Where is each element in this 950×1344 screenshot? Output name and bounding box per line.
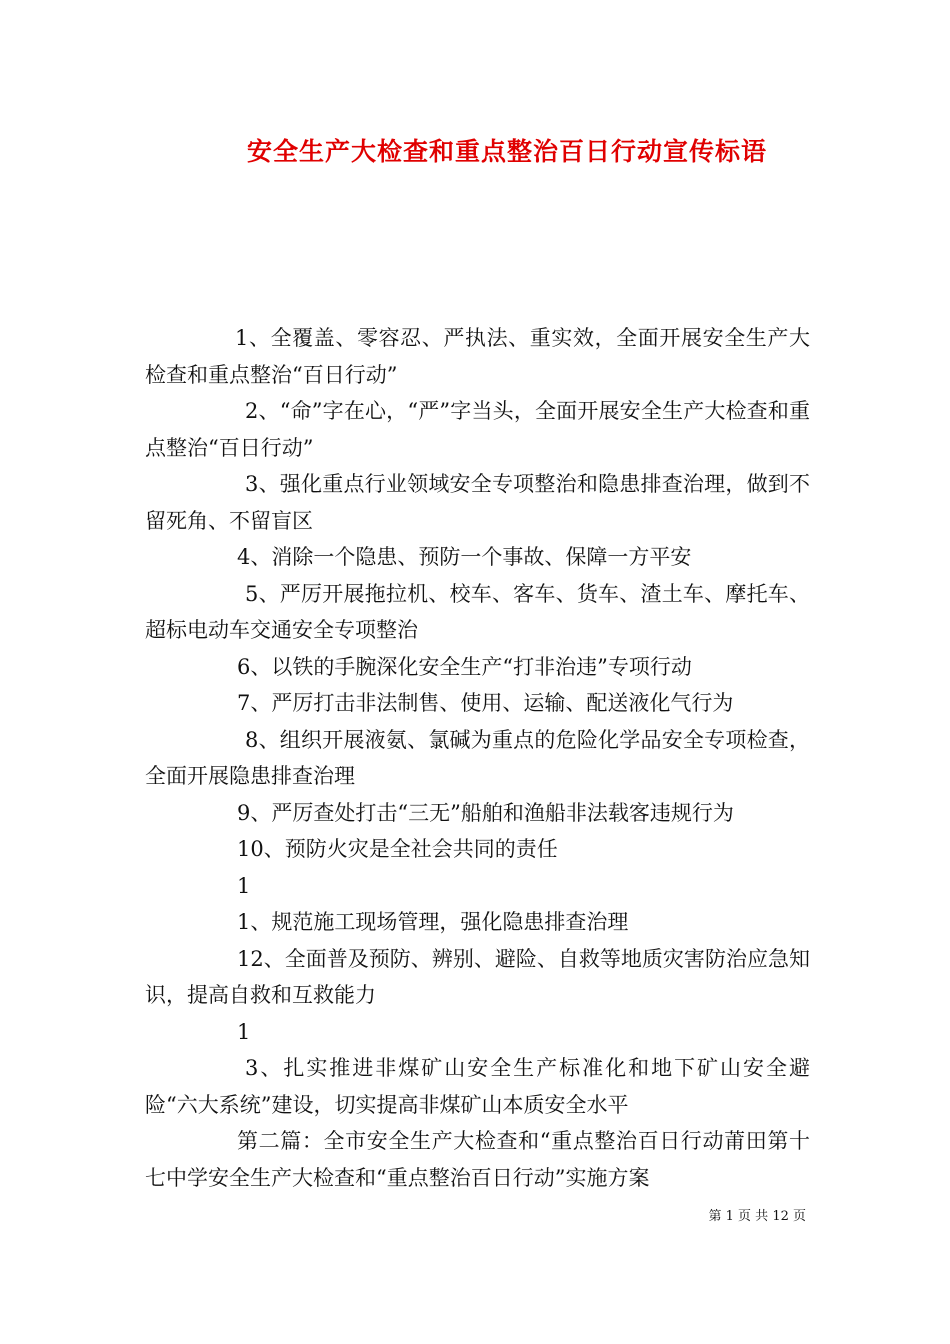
paragraph-9: 9、严厉查处打击“三无”船舶和渔船非法载客违规行为: [237, 800, 734, 825]
paragraph-13-number: 1: [237, 1019, 251, 1044]
paragraph-10: 10、预防火灾是全社会共同的责任: [237, 837, 558, 861]
paragraph-8: 8、组织开展液氨、氯碱为重点的危险化学品安全专项检查，全面开展隐患排查治理: [145, 727, 810, 788]
document-body: [145, 320, 810, 1196]
paragraph-2: 2、“命”字在心，“严”字当头，全面开展安全生产大检查和重点整治“百日行动”: [145, 399, 810, 460]
paragraph-6: 6、以铁的手腕深化安全生产“打非治违”专项行动: [237, 654, 692, 679]
paragraph-5: 5、严厉开展拖拉机、校车、客车、货车、渣土车、摩托车、超标电动车交通安全专项整治: [145, 581, 810, 642]
paragraph-second-article: 第二篇：全市安全生产大检查和“重点整治百日行动莆田第十七中学安全生产大检查和“重点整治百日行动”实施方案: [145, 1129, 810, 1190]
paragraph-4: 4、消除一个隐患、预防一个事故、保障一方平安: [237, 545, 692, 569]
paragraph-1: 1、全覆盖、零容忍、严执法、重实效，全面开展安全生产大检查和重点整治“百日行动”: [145, 326, 810, 387]
page-title: 安全生产大检查和重点整治百日行动宣传标语: [246, 137, 767, 166]
paragraph-13: 3、扎实推进非煤矿山安全生产标准化和地下矿山安全避险“六大系统”建设，切实提高非煤矿山本质安全水平: [145, 1056, 810, 1117]
paragraph-7: 7、严厉打击非法制售、使用、运输、配送液化气行为: [237, 691, 734, 715]
paragraph-3: 3、强化重点行业领域安全专项整治和隐患排查治理，做到不留死角、不留盲区: [145, 472, 810, 533]
page-number-footer: 第 1 页 共 12 页: [708, 1209, 806, 1224]
paragraph-11: 1、规范施工现场管理，强化隐患排查治理: [237, 910, 629, 934]
paragraph-11-number: 1: [237, 873, 251, 898]
paragraph-12: 12、全面普及预防、辨别、避险、自救等地质灾害防治应急知识，提高自救和互救能力: [145, 946, 810, 1007]
